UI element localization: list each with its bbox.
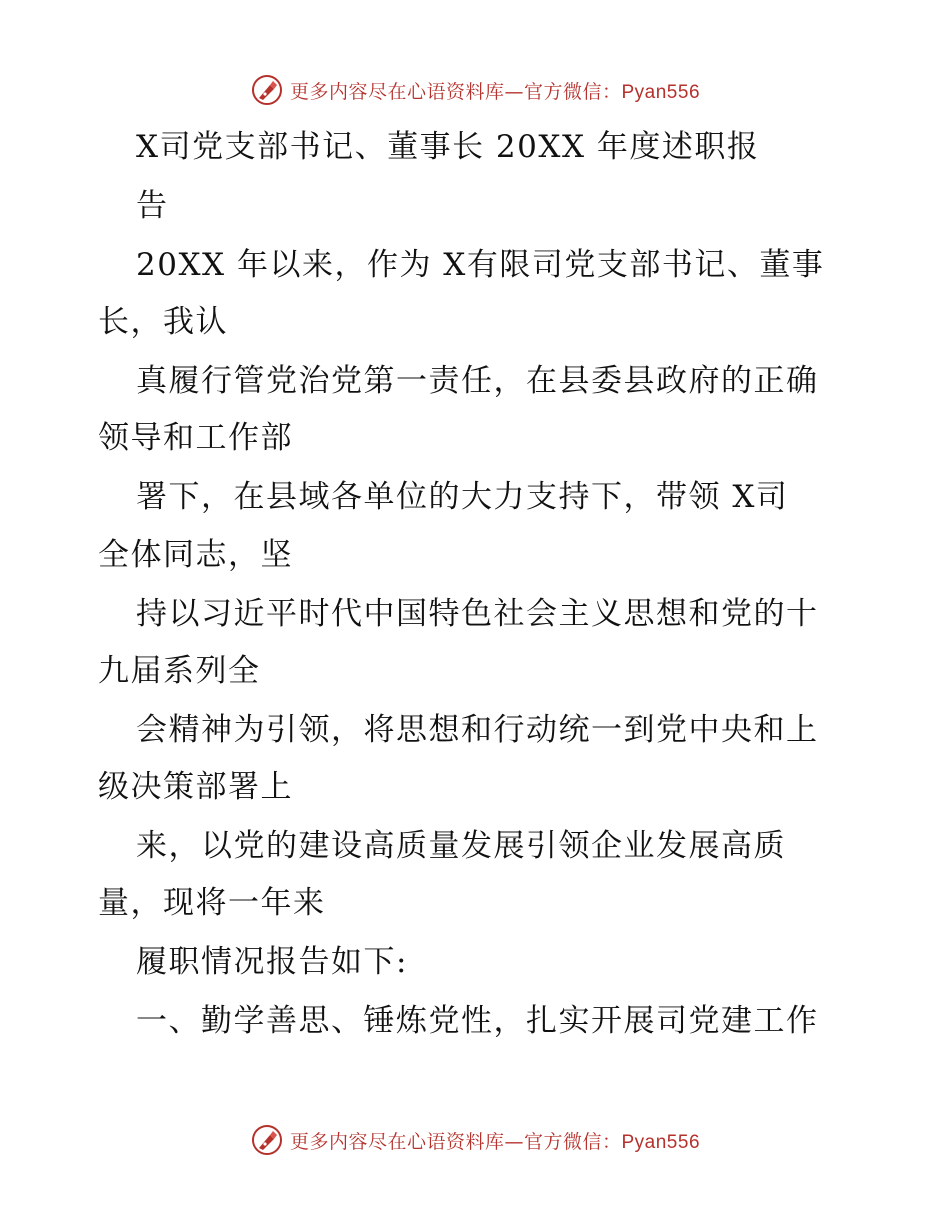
paragraph-line: 履职情况报告如下: <box>136 944 408 980</box>
paragraph-line: 署下，在县域各单位的大力支持下，带领 X司 <box>136 479 789 515</box>
paragraph-line: 领导和工作部 <box>98 420 293 456</box>
paragraph-line: 长，我认 <box>98 304 228 340</box>
pen-nib-logo-icon <box>250 1123 284 1157</box>
paragraph-line: 会精神为引领，将思想和行动统一到党中央和上 <box>136 712 819 748</box>
watermark-banner-bottom <box>0 1120 950 1160</box>
section-heading: 一、勤学善思、锤炼党性，扎实开展司党建工作 <box>136 1003 819 1039</box>
paragraph-line: 20XX 年以来，作为 X有限司党支部书记、董事 <box>136 247 825 283</box>
paragraph-line: 全体同志，坚 <box>98 537 293 573</box>
title-line-1: X司党支部书记、董事长 20XX 年度述职报 <box>136 129 760 165</box>
paragraph-line: 真履行管党治党第一责任，在县委县政府的正确 <box>136 363 819 399</box>
watermark-text: 更多内容尽在心语资料库—官方微信：Pyan556 <box>289 80 701 103</box>
paragraph-line: 量，现将一年来 <box>98 885 326 921</box>
paragraph-line: 级决策部署上 <box>98 769 293 805</box>
pen-nib-logo-icon <box>250 73 284 107</box>
paragraph-line: 来，以党的建设高质量发展引领企业发展高质 <box>136 828 786 864</box>
paragraph-line: 持以习近平时代中国特色社会主义思想和党的十 <box>136 596 819 632</box>
title-line-2: 告 <box>136 188 169 224</box>
watermark-text: 更多内容尽在心语资料库—官方微信：Pyan556 <box>289 1130 701 1153</box>
paragraph-line: 九届系列全 <box>98 653 261 689</box>
watermark-banner-top <box>0 70 950 110</box>
